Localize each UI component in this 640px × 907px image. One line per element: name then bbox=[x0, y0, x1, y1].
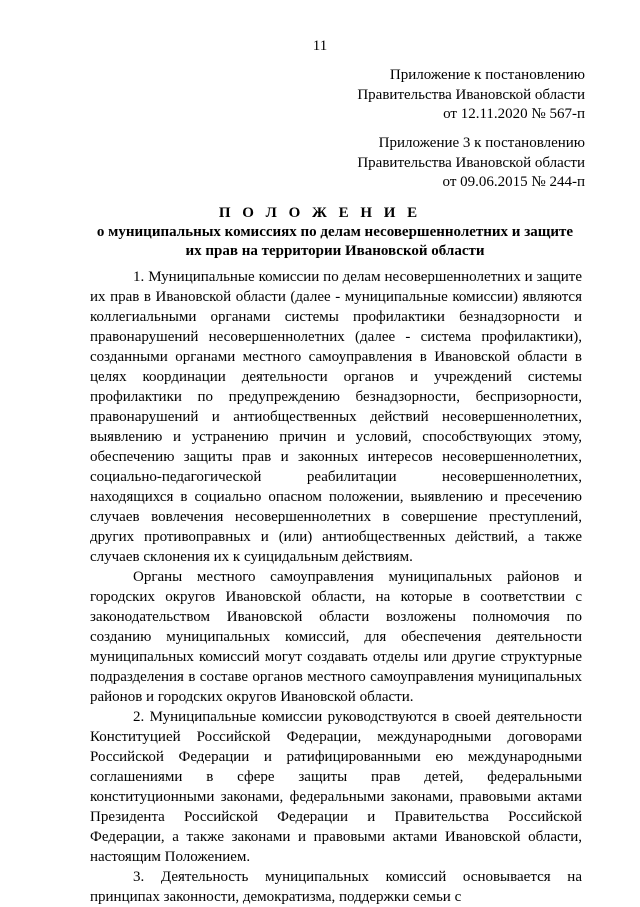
paragraph: 2. Муниципальные комиссии руководствуются в своей деятельности Конституцией Российской Федерации, международными договорами Российской Федерации и ратифицированными ею международными соглашениями в сфере защиты прав детей, федеральными конституционными законами, федеральными законами, правовыми актами Президента Российской Федерации и Правительства Российской Федерации, а также законами и правовыми актами Ивановской области, настоящим Положением. bbox=[90, 709, 582, 865]
attachment-line: от 09.06.2015 № 244-п bbox=[442, 174, 585, 190]
attachment-block-current bbox=[357, 66, 585, 125]
attachment-line: Приложение 3 к постановлению bbox=[378, 135, 585, 151]
page-number: 11 bbox=[312, 38, 328, 54]
document-subtitle: о муниципальных комиссиях по делам несовершеннолетних и защите их прав на территории Ивановской области bbox=[96, 224, 574, 259]
document-title: П О Л О Ж Е Н И Е bbox=[218, 205, 422, 221]
attachment-line: Приложение к постановлению bbox=[389, 67, 585, 83]
paragraph: 1. Муниципальные комиссии по делам несовершеннолетних и защите их прав в Ивановской области (далее - муниципальные комиссии) являются коллегиальными органами системы профилактики безнадзорности и правонарушений несовершеннолетних (далее - система профилактики), созданными органами местного самоуправления в Ивановской области в целях координации деятельности органов и учреждений системы профилактики по предупреждению безнадзорности, беспризорности, правонарушений и антиобщественных действий несовершеннолетних, выявлению и устранению причин и условий, способствующих этому, обеспечению защиты прав и законных интересов несовершеннолетних, социально-педагогической реабилитации несовершеннолетних, находящихся в социально опасном положении, выявлению и пресечению случаев вовлечения несовершеннолетних в совершение преступлений, других противоправных и (или) антиобщественных действий, а также случаев склонения их к суицидальным действиям. bbox=[90, 269, 582, 565]
attachment-line: от 12.11.2020 № 567-п bbox=[443, 106, 585, 122]
paragraph: 3. Деятельность муниципальных комиссий основывается на принципах законности, демократизма, поддержки семьи с bbox=[90, 869, 582, 905]
attachment-line: Правительства Ивановской области bbox=[357, 154, 585, 171]
document-body bbox=[90, 267, 582, 907]
attachment-block-original bbox=[357, 134, 585, 193]
attachment-line: Правительства Ивановской области bbox=[357, 86, 585, 103]
paragraph: Органы местного самоуправления муниципальных районов и городских округов Ивановской области, на которые в соответствии с законодательством Ивановской области возложены полномочия по созданию муниципальных комиссий, для обеспечения деятельности муниципальных комиссий могут создавать отделы или другие структурные подразделения в составе органов местного самоуправления муниципальных районов и городских округов Ивановской области. bbox=[90, 569, 582, 705]
